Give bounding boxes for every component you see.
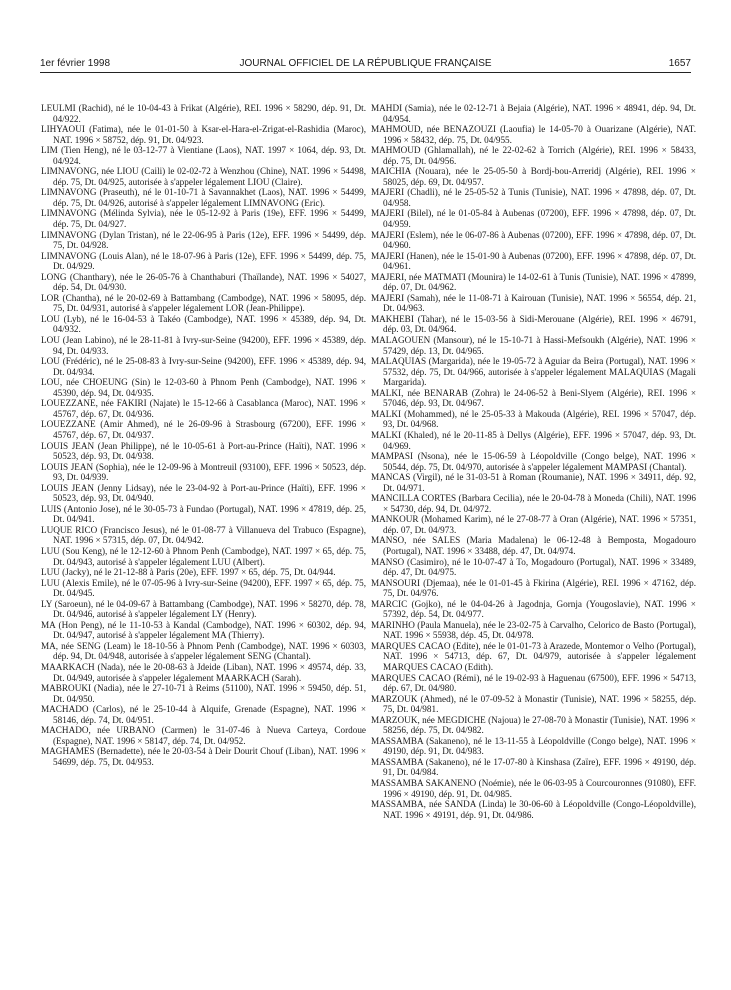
register-entry: MALKI (Khaled), né le 20-11-85 à Dellys (Algérie), EFF. 1996 × 57047, dép. 93, Dt. 04/969. <box>371 429 696 451</box>
register-entry: MALAGOUEN (Mansour), né le 15-10-71 à Hassi-Mefsoukh (Algérie), NAT. 1996 × 57429, dép. 13, Dt. 04/965. <box>371 335 696 356</box>
register-entry: LUU (Alexis Emile), né le 07-05-96 à Ivry-sur-Seine (94200), EFF. 1997 × 65, dép. 75, Dt. 04/945. <box>41 577 366 599</box>
register-entry: LOUIS JEAN (Jenny Lidsay), née le 23-04-92 à Port-au-Prince (Haïti), EFF. 1996 × 50523, dép. 93, Dt. 04/940. <box>41 482 366 504</box>
register-entry: MASSAMBA (Sakaneno), né le 17-07-80 à Kinshasa (Zaïre), EFF. 1996 × 49190, dép. 91, Dt. 04/984. <box>371 756 696 778</box>
register-entry: MA, née SENG (Leam) le 18-10-56 à Phnom Penh (Cambodge), NAT. 1996 × 60303, dép. 94, Dt. 04/948, autorisée à s'appeler légalement SENG (Chantal). <box>41 640 366 662</box>
register-entry: MAJERI (Bilel), né le 01-05-84 à Aubenas (07200), EFF. 1996 × 47898, dép. 07, Dt. 04/959. <box>371 208 696 230</box>
register-entry: MANKOUR (Mohamed Karim), né le 27-08-77 à Oran (Algérie), NAT. 1996 × 57351, dép. 07, Dt. 04/973. <box>371 514 696 535</box>
register-entry: LIMNAVONG (Louis Alan), né le 18-07-96 à Paris (12e), EFF. 1996 × 54499, dép. 75, Dt. 04/929. <box>41 250 366 272</box>
left-column <box>41 103 366 767</box>
register-entry: MA (Hon Peng), né le 11-10-53 à Kandal (Cambodge), NAT. 1996 × 60302, dép. 94, Dt. 04/947, autorisé à s'appeler légalement MA (Thierry). <box>41 619 366 641</box>
register-entry: MALKI (Mohammed), né le 25-05-33 à Makouda (Algérie), REI. 1996 × 57047, dép. 93, Dt. 04/968. <box>371 408 696 430</box>
register-entry: LOUEZZANE, née FAKIRI (Najate) le 15-12-66 à Casablanca (Maroc), NAT. 1996 × 45767, dép. 67, Dt. 04/936. <box>41 398 366 419</box>
register-entry: MAJERI, née MATMATI (Mounira) le 14-02-61 à Tunis (Tunisie), NAT. 1996 × 47899, dép. 07, Dt. 04/962. <box>371 271 696 293</box>
register-entry: MANSOURI (Djemaa), née le 01-01-45 à Fkirina (Algérie), REI. 1996 × 47162, dép. 75, Dt. 04/976. <box>371 577 696 599</box>
page-header <box>40 58 691 72</box>
register-entry: MAHMOUD (Ghlamallah), né le 22-02-62 à Torrich (Algérie), REI. 1996 × 58433, dép. 75, Dt. 04/956. <box>371 145 696 166</box>
register-entry: MALKI, née BENARAB (Zohra) le 24-06-52 à Beni-Slyem (Algérie), REI. 1996 × 57046, dép. 93, Dt. 04/967. <box>371 387 696 409</box>
register-entry: MAJERI (Chadli), né le 25-05-52 à Tunis (Tunisie), NAT. 1996 × 47898, dép. 07, Dt. 04/958. <box>371 187 696 208</box>
journal-title: JOURNAL OFFICIEL DE LA RÉPUBLIQUE FRANÇAISE <box>239 58 492 69</box>
register-entry: MAJERI (Eslem), née le 06-07-86 à Aubenas (07200), EFF. 1996 × 47898, dép. 07, Dt. 04/960. <box>371 229 696 251</box>
register-entry: MAMPASI (Nsona), née le 15-06-59 à Léopoldville (Congo belge), NAT. 1996 × 50544, dép. 75, Dt. 04/970, autorisée à s'appeler légalement MAMPASI (Chantal). <box>371 451 696 472</box>
register-entry: MASSAMBA (Sakaneno), né le 13-11-55 à Léopoldville (Congo belge), NAT. 1996 × 49190, dép. 91, Dt. 04/983. <box>371 735 696 757</box>
register-entry: LIMNAVONG (Dylan Tristan), né le 22-06-95 à Paris (12e), EFF. 1996 × 54499, dép. 75, Dt. 04/928. <box>41 229 366 251</box>
register-entry: LOU (Jean Labino), né le 28-11-81 à Ivry-sur-Seine (94200), EFF. 1996 × 45389, dép. 94, Dt. 04/933. <box>41 335 366 356</box>
register-entry: LOUIS JEAN (Sophia), née le 12-09-96 à Montreuil (93100), EFF. 1996 × 50523, dép. 93, Dt. 04/939. <box>41 461 366 483</box>
register-entry: LIM (Tien Heng), né le 03-12-77 à Vientiane (Laos), NAT. 1997 × 1064, dép. 93, Dt. 04/924. <box>41 145 366 166</box>
register-entry: MARZOUK (Ahmed), né le 07-09-52 à Monastir (Tunisie), NAT. 1996 × 58255, dép. 75, Dt. 04/981. <box>371 693 696 715</box>
header-rule <box>40 72 691 73</box>
register-entry: LIMNAVONG, née LIOU (Caili) le 02-02-72 à Wenzhou (Chine), NAT. 1996 × 54498, dép. 75, Dt. 04/925, autorisée à s'appeler légalement LIOU (Claire). <box>41 166 366 187</box>
register-entry: MANSO, née SALES (Maria Madalena) le 06-12-48 à Bemposta, Mogadouro (Portugal), NAT. 1996 × 33488, dép. 47, Dt. 04/974. <box>371 535 696 556</box>
register-entry: LOU (Frédéric), né le 25-08-83 à Ivry-sur-Seine (94200), EFF. 1996 × 45389, dép. 94, Dt. 04/934. <box>41 356 366 377</box>
register-entry: MACHADO, née URBANO (Carmen) le 31-07-46 à Nueva Carteya, Cordoue (Espagne), NAT. 1996 × 58147, dép. 74, Dt. 04/952. <box>41 725 366 746</box>
register-entry: MASSAMBA, née SANDA (Linda) le 30-06-60 à Léopoldville (Congo-Léopoldville), NAT. 1996 × 49191, dép. 91, Dt. 04/986. <box>371 799 696 820</box>
register-entry: MAJERI (Samah), née le 11-08-71 à Kairouan (Tunisie), NAT. 1996 × 56554, dép. 21, Dt. 04/963. <box>371 292 696 314</box>
register-entry: LIMNAVONG (Mélinda Sylvia), née le 05-12-92 à Paris (19e), EFF. 1996 × 54499, dép. 75, Dt. 04/927. <box>41 208 366 230</box>
register-entry: MASSAMBA SAKANENO (Noémie), née le 06-03-95 à Courcouronnes (91080), EFF. 1996 × 49190, dép. 91, Dt. 04/985. <box>371 778 696 799</box>
register-entry: MAHDI (Samia), née le 02-12-71 à Bejaia (Algérie), NAT. 1996 × 48941, dép. 94, Dt. 04/954. <box>371 103 696 124</box>
register-entry: MARQUES CACAO (Edite), née le 01-01-73 à Arazede, Montemor o Velho (Portugal), NAT. 1996 × 54713, dép. 67, Dt. 04/979, autorisée à s'appeler légalement MARQUES CACAO (Edith). <box>371 640 696 672</box>
register-entry: MAICHIA (Nouara), née le 25-05-50 à Bordj-bou-Arreridj (Algérie), REI. 1996 × 58025, dép. 69, Dt. 04/957. <box>371 166 696 187</box>
register-entry: MAJERI (Hanen), née le 15-01-90 à Aubenas (07200), EFF. 1996 × 47898, dép. 07, Dt. 04/961. <box>371 250 696 272</box>
register-entry: LEULMI (Rachid), né le 10-04-43 à Frikat (Algérie), REI. 1996 × 58290, dép. 91, Dt. 04/922. <box>41 103 366 124</box>
register-entry: MAKHEBI (Tahar), né le 15-03-56 à Sidi-Merouane (Algérie), REI. 1996 × 46791, dép. 03, Dt. 04/964. <box>371 313 696 335</box>
register-entry: LUQUE RICO (Francisco Jesus), né le 01-08-77 à Villanueva del Trabuco (Espagne), NAT. 1996 × 57315, dép. 07, Dt. 04/942. <box>41 524 366 546</box>
register-entry: MANCILLA CORTES (Barbara Cecilia), née le 20-04-78 à Moneda (Chili), NAT. 1996 × 54730, dép. 94, Dt. 04/972. <box>371 493 696 514</box>
register-entry: LOUEZZANE (Amir Ahmed), né le 26-09-96 à Strasbourg (67200), EFF. 1996 × 45767, dép. 67, Dt. 04/937. <box>41 419 366 440</box>
register-entry: LOR (Chantha), né le 20-02-69 à Battambang (Cambodge), NAT. 1996 × 58095, dép. 75, Dt. 04/931, autorisé à s'appeler légalement LOR (Jean-Philippe). <box>41 292 366 314</box>
register-entry: MAGHAMES (Bernadette), née le 20-03-54 à Deir Dourit Chouf (Liban), NAT. 1996 × 54699, dép. 75, Dt. 04/953. <box>41 746 366 767</box>
register-entry: LUU (Sou Keng), né le 12-12-60 à Phnom Penh (Cambodge), NAT. 1997 × 65, dép. 75, Dt. 04/943, autorisé à s'appeler légalement LUU (Albert). <box>41 545 366 567</box>
register-entry: LOU, née CHOEUNG (Sin) le 12-03-60 à Phnom Penh (Cambodge), NAT. 1996 × 45390, dép. 94, Dt. 04/935. <box>41 377 366 398</box>
register-entry: MANSO (Casimiro), né le 10-07-47 à To, Mogadouro (Portugal), NAT. 1996 × 33489, dép. 47, Dt. 04/975. <box>371 556 696 578</box>
register-entry: LY (Saroeun), né le 04-09-67 à Battambang (Cambodge), NAT. 1996 × 58270, dép. 78, Dt. 04/946, autorisé à s'appeler légalement LY (Henry). <box>41 598 366 620</box>
register-entry: MARINHO (Paula Manuela), née le 23-02-75 à Carvalho, Celorico de Basto (Portugal), NAT. 1996 × 55938, dép. 45, Dt. 04/978. <box>371 619 696 641</box>
register-entry: LONG (Chanthary), née le 26-05-76 à Chanthaburi (Thaïlande), NAT. 1996 × 54027, dép. 54, Dt. 04/930. <box>41 271 366 293</box>
register-entry: MACHADO (Carlos), né le 25-10-44 à Alquife, Grenade (Espagne), NAT. 1996 × 58146, dép. 74, Dt. 04/951. <box>41 704 366 725</box>
register-entry: MARZOUK, née MEGDICHE (Najoua) le 27-08-70 à Monastir (Tunisie), NAT. 1996 × 58256, dép. 75, Dt. 04/982. <box>371 714 696 736</box>
register-entry: LIMNAVONG (Praseuth), né le 01-10-71 à Savannakhet (Laos), NAT. 1996 × 54499, dép. 75, Dt. 04/926, autorisé à s'appeler légalement LIMNAVONG (Eric). <box>41 187 366 208</box>
register-entry: MABROUKI (Nadia), née le 27-10-71 à Reims (51100), NAT. 1996 × 59450, dép. 51, Dt. 04/950. <box>41 683 366 704</box>
register-entry: LOUIS JEAN (Jean Philippe), né le 10-05-61 à Port-au-Prince (Haïti), NAT. 1996 × 50523, dép. 93, Dt. 04/938. <box>41 440 366 462</box>
register-entry: MANCAS (Virgil), né le 31-03-51 à Roman (Roumanie), NAT. 1996 × 34911, dép. 92, Dt. 04/971. <box>371 472 696 493</box>
register-entry: MARCIC (Gojko), né le 04-04-26 à Jagodnja, Gornja (Yougoslavie), NAT. 1996 × 57392, dép. 54, Dt. 04/977. <box>371 598 696 620</box>
right-column <box>371 103 696 820</box>
page-number: 1657 <box>668 58 691 69</box>
register-entry: LIHYAOUI (Fatima), née le 01-01-50 à Ksar-el-Hara-el-Zrigat-el-Rashidia (Maroc), NAT. 1996 × 58752, dép. 91, Dt. 04/923. <box>41 124 366 145</box>
register-entry: MAHMOUD, née BENAZOUZI (Laoufia) le 14-05-70 à Ouarizane (Algérie), NAT. 1996 × 58432, dép. 75, Dt. 04/955. <box>371 124 696 145</box>
register-entry: MAARKACH (Nada), née le 20-08-63 à Jdeide (Liban), NAT. 1996 × 49574, dép. 33, Dt. 04/949, autorisée à s'appeler légalement MAARKACH (Sarah). <box>41 661 366 683</box>
register-entry: MALAQUIAS (Margarida), née le 19-05-72 à Aguiar da Beira (Portugal), NAT. 1996 × 57532, dép. 75, Dt. 04/966, autorisée à s'appeler légalement MALAQUIAS (Magali Margarida). <box>371 356 696 388</box>
register-entry: LUIS (Antonio Jose), né le 30-05-73 à Fundao (Portugal), NAT. 1996 × 47819, dép. 25, Dt. 04/941. <box>41 503 366 525</box>
register-entry: LOU (Lyb), né le 16-04-53 à Takéo (Cambodge), NAT. 1996 × 45389, dép. 94, Dt. 04/932. <box>41 313 366 335</box>
register-entry: MARQUES CACAO (Rémi), né le 19-02-93 à Haguenau (67500), EFF. 1996 × 54713, dép. 67, Dt. 04/980. <box>371 672 696 694</box>
issue-date: 1er février 1998 <box>40 58 111 69</box>
register-entry: LUU (Jacky), né le 21-12-88 à Paris (20e), EFF. 1997 × 65, dép. 75, Dt. 04/944. <box>41 567 336 578</box>
